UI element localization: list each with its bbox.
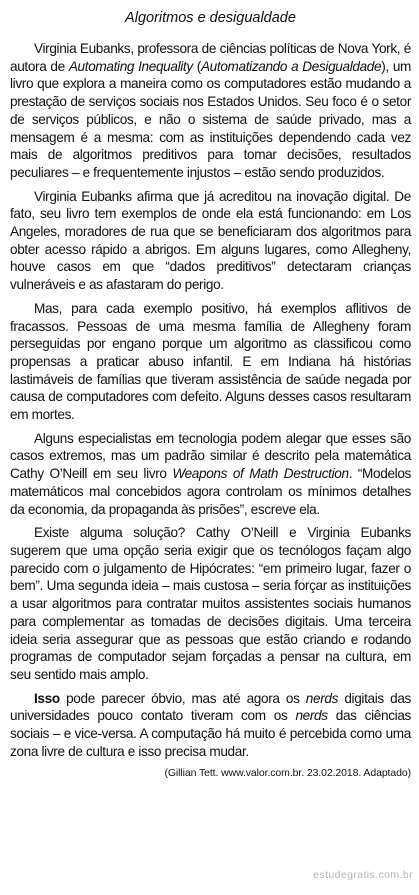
nerds-term-2: nerds [295, 708, 328, 724]
paragraph-4-text-b: . “Modelos matemáticos mal concebidos agora controlam os mínimos detalhes da economia, da propaganda às prisões”, escreve ela. [10, 466, 411, 517]
paragraph-1 [10, 40, 411, 182]
paragraph-6 [10, 690, 411, 761]
paragraph-6-text-b: digitais das universidades pouco contato tiveram com os [10, 690, 411, 724]
paragraph-5: Existe alguma solução? Cathy O’Neill e Virginia Eubanks sugerem que uma opção seria exigir que os tecnólogos façam algo parecido com o julgamento de Hipócrates: “em primeiro lugar, fazer o bem”. Uma segunda ideia – mais custosa – seria forçar as instituições a usar algoritmos para contratar muitos assistentes sociais humanos para complementar as tomadas de decisões digitais. Uma terceira ideia seria assegurar que as pessoas que estão criando e rodando programas de computador sejam forçadas a pensar na cultura, em seu sentido mais amplo. [10, 525, 411, 682]
paragraph-4-text-a: Alguns especialistas em tecnologia podem alegar que esses são casos extremos, mas um padrão similar é descrito pela matemática Cathy O’Neill em seu livro [10, 430, 411, 482]
source-citation: (Gillian Tett. www.valor.com.br. 23.02.2018. Adaptado) [164, 767, 411, 780]
book-title-portuguese: Automatizando a Desigualdade [200, 58, 382, 74]
article-title: Algoritmos e desigualdade [125, 10, 296, 26]
paragraph-1-text-c: ), um livro que explora a maneira como os computadores estão mudando a prestação de serviços sociais nos Estados Unidos. Seu foco é o setor de serviços públicos, e não o sistema de saúde privado, mas a mensagem é a mesma: com as instituições dependendo cada vez mais de algoritmos preditivos para tomar decisões, resultados peculiares – e frequentemente injustos – estão sendo produzidos. [10, 58, 412, 180]
watermark: estudegratis.com.br [313, 869, 413, 881]
paragraph-2: Virginia Eubanks afirma que já acreditou na inovação digital. De fato, seu livro tem exemplos de onde ela está funcionando: em Los Angeles, moradores de rua que se beneficiaram dos algoritmos para obter acesso rápido a abrigos. Em alguns lugares, como Allegheny, houve casos em que “dados preditivos” detectaram crianças vulneráveis e as afastaram do perigo. [10, 188, 411, 293]
book-title-weapons-of-math-destruction: Weapons of Math Destruction [172, 466, 349, 482]
nerds-term-1: nerds [305, 690, 339, 706]
paragraph-6-text-c: das ciências sociais – e vice-versa. A computação há muito é percebida como uma zona livre de cultura e isso precisa mudar. [10, 708, 411, 759]
article [10, 8, 411, 780]
paragraph-6-bold-word: Isso [34, 690, 60, 706]
paragraph-3: Mas, para cada exemplo positivo, há exemplos aflitivos de fracassos. Pessoas de uma mesma família de Allegheny foram perseguidas por engano porque um algoritmo as classificou como propensas a praticar abuso infantil. E em Indiana há histórias lastimáveis de famílias que tiveram assistência de saúde negada por causa de computadores com defeito. Alguns desses casos resultaram em mortes. [10, 300, 411, 423]
paragraph-6-text-a: pode parecer óbvio, mas até agora os [59, 690, 306, 706]
paragraph-1-text-a: Virginia Eubanks, professora de ciências políticas de Nova York, é autora de [10, 41, 411, 74]
paragraph-1-text-b: ( [192, 58, 201, 74]
book-title-automating-inequality: Automating Inequality [68, 58, 193, 74]
paragraph-4 [10, 430, 411, 519]
